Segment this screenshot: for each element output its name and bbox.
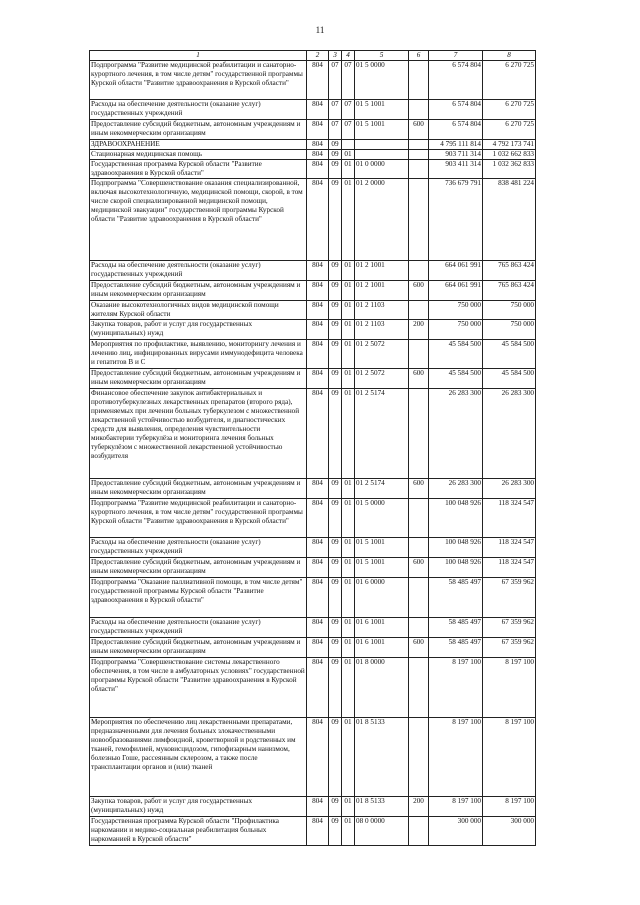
amount-year-2: 750 000 xyxy=(483,301,536,320)
row-description: Государственная программа Курской области "Профилактика наркомании и медико-социальная реабилитация больных наркоманией в Курской области" xyxy=(90,817,307,846)
ministry-code: 804 xyxy=(307,618,329,638)
amount-year-1: 58 485 497 xyxy=(429,618,483,638)
expense-type-code xyxy=(409,261,429,281)
ministry-code: 804 xyxy=(307,638,329,658)
ministry-code: 804 xyxy=(307,340,329,369)
ministry-code: 804 xyxy=(307,479,329,499)
table-row xyxy=(90,140,536,150)
ministry-code: 804 xyxy=(307,100,329,120)
amount-year-2: 118 324 547 xyxy=(483,558,536,578)
amount-year-2: 765 863 424 xyxy=(483,281,536,301)
amount-year-2: 67 359 962 xyxy=(483,638,536,658)
target-article-code xyxy=(355,140,409,150)
subsection-code: 01 xyxy=(342,150,355,160)
table-row xyxy=(90,797,536,817)
amount-year-1: 736 679 791 xyxy=(429,179,483,261)
target-article-code: 01 5 1001 xyxy=(355,120,409,140)
expense-type-code xyxy=(409,301,429,320)
expense-type-code xyxy=(409,140,429,150)
amount-year-2: 67 359 962 xyxy=(483,618,536,638)
row-description: Подпрограмма "Развитие медицинской реабилитации и санаторно-курортного лечения, в том числе детям" государственной программы Курской области "Развитие здравоохранения в Курской области" xyxy=(90,499,307,538)
amount-year-1: 750 000 xyxy=(429,301,483,320)
expense-type-code xyxy=(409,499,429,538)
section-code: 09 xyxy=(329,658,342,718)
ministry-code: 804 xyxy=(307,558,329,578)
ministry-code: 804 xyxy=(307,281,329,301)
row-description: Оказание высокотехнологичных видов медицинской помощи жителям Курской области xyxy=(90,301,307,320)
ministry-code: 804 xyxy=(307,658,329,718)
table-row xyxy=(90,369,536,389)
subsection-code: 01 xyxy=(342,797,355,817)
target-article-code: 01 2 5072 xyxy=(355,369,409,389)
section-code: 07 xyxy=(329,61,342,100)
subsection-code: 07 xyxy=(342,61,355,100)
row-description: Подпрограмма "Совершенствование оказания специализированной, включая высокотехнологичную, медицинской помощи, скорой, в том числе скорой специализированной медицинской помощи, медицинской эвакуации" государственной программы Курской области "Развитие здравоохранения в Курской области" xyxy=(90,179,307,261)
amount-year-2: 45 584 500 xyxy=(483,340,536,369)
amount-year-1: 8 197 100 xyxy=(429,658,483,718)
subsection-code: 01 xyxy=(342,658,355,718)
row-description: Расходы на обеспечение деятельности (оказание услуг) государственных учреждений xyxy=(90,100,307,120)
amount-year-2: 118 324 547 xyxy=(483,499,536,538)
expense-type-code xyxy=(409,150,429,160)
target-article-code: 01 5 1001 xyxy=(355,558,409,578)
section-code: 09 xyxy=(329,718,342,797)
ministry-code: 804 xyxy=(307,301,329,320)
ministry-code: 804 xyxy=(307,369,329,389)
table-row xyxy=(90,558,536,578)
row-description: Государственная программа Курской области "Развитие здравоохранения в Курской области" xyxy=(90,160,307,179)
section-code: 09 xyxy=(329,558,342,578)
column-header: 7 xyxy=(429,51,483,61)
target-article-code: 08 0 0000 xyxy=(355,817,409,846)
expense-type-code: 600 xyxy=(409,638,429,658)
column-header: 4 xyxy=(342,51,355,61)
column-header: 1 xyxy=(90,51,307,61)
amount-year-2: 8 197 100 xyxy=(483,797,536,817)
amount-year-1: 100 048 926 xyxy=(429,499,483,538)
subsection-code: 01 xyxy=(342,558,355,578)
subsection-code: 01 xyxy=(342,301,355,320)
amount-year-2: 45 584 500 xyxy=(483,369,536,389)
amount-year-1: 8 197 100 xyxy=(429,718,483,797)
amount-year-2: 8 197 100 xyxy=(483,718,536,797)
amount-year-2: 1 032 362 833 xyxy=(483,160,536,179)
target-article-code: 01 6 1001 xyxy=(355,638,409,658)
section-code: 09 xyxy=(329,499,342,538)
section-code: 09 xyxy=(329,389,342,479)
column-header: 5 xyxy=(355,51,409,61)
subsection-code: 01 xyxy=(342,179,355,261)
expense-type-code: 600 xyxy=(409,281,429,301)
row-description: Подпрограмма "Развитие медицинской реабилитации и санаторно-курортного лечения, в том числе детям" государственной программы Курской области "Развитие здравоохранения в Курской области" xyxy=(90,61,307,100)
amount-year-1: 750 000 xyxy=(429,320,483,340)
expense-type-code: 600 xyxy=(409,120,429,140)
amount-year-1: 26 283 300 xyxy=(429,389,483,479)
section-code: 09 xyxy=(329,160,342,179)
row-description: Предоставление субсидий бюджетным, автономным учреждениям и иным некоммерческим организациям xyxy=(90,479,307,499)
amount-year-2: 300 000 xyxy=(483,817,536,846)
ministry-code: 804 xyxy=(307,261,329,281)
ministry-code: 804 xyxy=(307,179,329,261)
expense-type-code xyxy=(409,179,429,261)
row-description: Подпрограмма "Совершенствование системы лекарственного обеспечения, в том числе в амбулаторных условиях" государственной программы Курской области "Развитие здравоохранения в Курской области" xyxy=(90,658,307,718)
subsection-code: 01 xyxy=(342,817,355,846)
target-article-code: 01 5 1001 xyxy=(355,538,409,558)
section-code: 09 xyxy=(329,817,342,846)
section-code: 09 xyxy=(329,479,342,499)
amount-year-1: 6 574 804 xyxy=(429,100,483,120)
ministry-code: 804 xyxy=(307,150,329,160)
row-description: Подпрограмма "Оказание паллиативной помощи, в том числе детям" государственной программы Курской области "Развитие здравоохранения в Курской области" xyxy=(90,578,307,618)
ministry-code: 804 xyxy=(307,320,329,340)
table-row xyxy=(90,479,536,499)
section-code: 09 xyxy=(329,797,342,817)
ministry-code: 804 xyxy=(307,578,329,618)
row-description: Расходы на обеспечение деятельности (оказание услуг) государственных учреждений xyxy=(90,261,307,281)
section-code: 09 xyxy=(329,261,342,281)
row-description: Мероприятия по профилактике, выявлению, мониторингу лечения и лечению лиц, инфицированных вирусами иммунодефицита человека и гепатитов B и C xyxy=(90,340,307,369)
row-description: Расходы на обеспечение деятельности (оказание услуг) государственных учреждений xyxy=(90,618,307,638)
table-row xyxy=(90,718,536,797)
row-description: Предоставление субсидий бюджетным, автономным учреждениям и иным некоммерческим организациям xyxy=(90,120,307,140)
target-article-code: 01 6 1001 xyxy=(355,618,409,638)
table-row xyxy=(90,179,536,261)
subsection-code: 07 xyxy=(342,100,355,120)
target-article-code xyxy=(355,150,409,160)
ministry-code: 804 xyxy=(307,797,329,817)
target-article-code: 01 2 5174 xyxy=(355,389,409,479)
ministry-code: 804 xyxy=(307,538,329,558)
row-description: Финансовое обеспечение закупок антибактериальных и противотуберкулезных лекарственных препаратов (второго ряда), применяемых при лечении больных туберкулезом с множественной лекарственной устойчивостью возбудителя, и диагностических средств для выявления, определения чувствительности микобактерии туберкулёза и мониторинга лечения больных туберкулёзом с множественной лекарственной устойчивостью возбудителя xyxy=(90,389,307,479)
section-code: 09 xyxy=(329,340,342,369)
target-article-code: 01 5 1001 xyxy=(355,100,409,120)
target-article-code: 01 8 5133 xyxy=(355,797,409,817)
section-code: 09 xyxy=(329,179,342,261)
expense-type-code xyxy=(409,61,429,100)
amount-year-2: 838 481 224 xyxy=(483,179,536,261)
target-article-code: 01 6 0000 xyxy=(355,578,409,618)
amount-year-1: 58 485 497 xyxy=(429,578,483,618)
amount-year-2: 8 197 100 xyxy=(483,658,536,718)
section-code: 09 xyxy=(329,578,342,618)
subsection-code: 01 xyxy=(342,340,355,369)
ministry-code: 804 xyxy=(307,160,329,179)
expense-type-code xyxy=(409,817,429,846)
amount-year-2: 118 324 547 xyxy=(483,538,536,558)
table-row xyxy=(90,281,536,301)
target-article-code: 01 5 0000 xyxy=(355,499,409,538)
expense-type-code xyxy=(409,578,429,618)
subsection-code: 01 xyxy=(342,389,355,479)
expense-type-code xyxy=(409,658,429,718)
expense-type-code xyxy=(409,340,429,369)
target-article-code: 01 2 1103 xyxy=(355,320,409,340)
section-code: 09 xyxy=(329,618,342,638)
row-description: Предоставление субсидий бюджетным, автономным учреждениям и иным некоммерческим организациям xyxy=(90,281,307,301)
row-description: Стационарная медицинская помощь xyxy=(90,150,307,160)
section-code: 09 xyxy=(329,301,342,320)
subsection-code: 01 xyxy=(342,369,355,389)
amount-year-1: 6 574 804 xyxy=(429,120,483,140)
amount-year-1: 664 061 991 xyxy=(429,281,483,301)
expense-type-code: 200 xyxy=(409,320,429,340)
target-article-code: 01 2 0000 xyxy=(355,179,409,261)
subsection-code: 01 xyxy=(342,281,355,301)
expense-type-code xyxy=(409,389,429,479)
amount-year-1: 100 048 926 xyxy=(429,538,483,558)
ministry-code: 804 xyxy=(307,140,329,150)
section-code: 09 xyxy=(329,140,342,150)
section-code: 09 xyxy=(329,538,342,558)
amount-year-1: 300 000 xyxy=(429,817,483,846)
subsection-code: 01 xyxy=(342,499,355,538)
subsection-code: 07 xyxy=(342,120,355,140)
amount-year-2: 4 792 173 741 xyxy=(483,140,536,150)
amount-year-1: 100 048 926 xyxy=(429,558,483,578)
table-row xyxy=(90,499,536,538)
section-code: 07 xyxy=(329,100,342,120)
row-description: ЗДРАВООХРАНЕНИЕ xyxy=(90,140,307,150)
ministry-code: 804 xyxy=(307,499,329,538)
row-description: Закупка товаров, работ и услуг для государственных (муниципальных) нужд xyxy=(90,320,307,340)
subsection-code: 01 xyxy=(342,618,355,638)
column-header: 3 xyxy=(329,51,342,61)
column-header: 6 xyxy=(409,51,429,61)
section-code: 09 xyxy=(329,638,342,658)
amount-year-2: 6 270 725 xyxy=(483,120,536,140)
amount-year-2: 765 863 424 xyxy=(483,261,536,281)
table-row xyxy=(90,320,536,340)
row-description: Мероприятия по обеспечению лиц лекарственными препаратами, предназначенными для лечения больных злокачественными новообразованиями лимфоидной, кроветворной и родственных им тканей, гемофилией, муковисцидозом, гипофизарным нанизмом, болезнью Гоше, рассеянным склерозом, а также после трансплантации органов и (или) тканей xyxy=(90,718,307,797)
table-row xyxy=(90,578,536,618)
subsection-code: 01 xyxy=(342,160,355,179)
amount-year-1: 6 574 804 xyxy=(429,61,483,100)
ministry-code: 804 xyxy=(307,718,329,797)
section-code: 09 xyxy=(329,320,342,340)
row-description: Закупка товаров, работ и услуг для государственных (муниципальных) нужд xyxy=(90,797,307,817)
budget-table xyxy=(89,50,536,846)
column-header: 8 xyxy=(483,51,536,61)
amount-year-2: 1 032 662 833 xyxy=(483,150,536,160)
expense-type-code: 600 xyxy=(409,558,429,578)
subsection-code: 01 xyxy=(342,261,355,281)
section-code: 09 xyxy=(329,150,342,160)
row-description: Предоставление субсидий бюджетным, автономным учреждениям и иным некоммерческим организациям xyxy=(90,558,307,578)
expense-type-code xyxy=(409,618,429,638)
target-article-code: 01 8 5133 xyxy=(355,718,409,797)
table-row xyxy=(90,658,536,718)
table-row xyxy=(90,618,536,638)
table-row xyxy=(90,61,536,100)
subsection-code: 01 xyxy=(342,479,355,499)
section-code: 09 xyxy=(329,369,342,389)
row-description: Предоставление субсидий бюджетным, автономным учреждениям и иным некоммерческим организациям xyxy=(90,369,307,389)
target-article-code: 01 0 0000 xyxy=(355,160,409,179)
table-row xyxy=(90,160,536,179)
target-article-code: 01 2 1001 xyxy=(355,261,409,281)
target-article-code: 01 2 1103 xyxy=(355,301,409,320)
amount-year-1: 45 584 500 xyxy=(429,340,483,369)
amount-year-1: 664 061 991 xyxy=(429,261,483,281)
amount-year-2: 6 270 725 xyxy=(483,61,536,100)
table-row xyxy=(90,150,536,160)
subsection-code xyxy=(342,140,355,150)
amount-year-1: 45 584 500 xyxy=(429,369,483,389)
target-article-code: 01 8 0000 xyxy=(355,658,409,718)
target-article-code: 01 2 5174 xyxy=(355,479,409,499)
row-description: Расходы на обеспечение деятельности (оказание услуг) государственных учреждений xyxy=(90,538,307,558)
column-header: 2 xyxy=(307,51,329,61)
amount-year-2: 750 000 xyxy=(483,320,536,340)
amount-year-2: 26 283 300 xyxy=(483,479,536,499)
table-row xyxy=(90,301,536,320)
table-row xyxy=(90,817,536,846)
amount-year-1: 8 197 100 xyxy=(429,797,483,817)
subsection-code: 01 xyxy=(342,538,355,558)
amount-year-1: 58 485 497 xyxy=(429,638,483,658)
target-article-code: 01 2 1001 xyxy=(355,281,409,301)
ministry-code: 804 xyxy=(307,61,329,100)
ministry-code: 804 xyxy=(307,389,329,479)
expense-type-code xyxy=(409,538,429,558)
row-description: Предоставление субсидий бюджетным, автономным учреждениям и иным некоммерческим организациям xyxy=(90,638,307,658)
expense-type-code: 200 xyxy=(409,797,429,817)
column-number-row xyxy=(90,51,536,61)
expense-type-code: 600 xyxy=(409,369,429,389)
expense-type-code xyxy=(409,100,429,120)
table-row xyxy=(90,538,536,558)
subsection-code: 01 xyxy=(342,638,355,658)
amount-year-1: 26 283 300 xyxy=(429,479,483,499)
expense-type-code xyxy=(409,160,429,179)
ministry-code: 804 xyxy=(307,120,329,140)
target-article-code: 01 5 0000 xyxy=(355,61,409,100)
expense-type-code xyxy=(409,718,429,797)
subsection-code: 01 xyxy=(342,578,355,618)
table-row xyxy=(90,120,536,140)
amount-year-1: 4 795 111 814 xyxy=(429,140,483,150)
table-row xyxy=(90,261,536,281)
amount-year-2: 67 359 962 xyxy=(483,578,536,618)
section-code: 07 xyxy=(329,120,342,140)
table-row xyxy=(90,340,536,369)
ministry-code: 804 xyxy=(307,817,329,846)
table-row xyxy=(90,389,536,479)
subsection-code: 01 xyxy=(342,320,355,340)
target-article-code: 01 2 5072 xyxy=(355,340,409,369)
amount-year-1: 903 411 314 xyxy=(429,160,483,179)
amount-year-1: 903 711 314 xyxy=(429,150,483,160)
table-row xyxy=(90,100,536,120)
amount-year-2: 6 270 725 xyxy=(483,100,536,120)
subsection-code: 01 xyxy=(342,718,355,797)
amount-year-2: 26 283 300 xyxy=(483,389,536,479)
table-row xyxy=(90,638,536,658)
expense-type-code: 600 xyxy=(409,479,429,499)
page-number: 11 xyxy=(315,25,325,35)
section-code: 09 xyxy=(329,281,342,301)
